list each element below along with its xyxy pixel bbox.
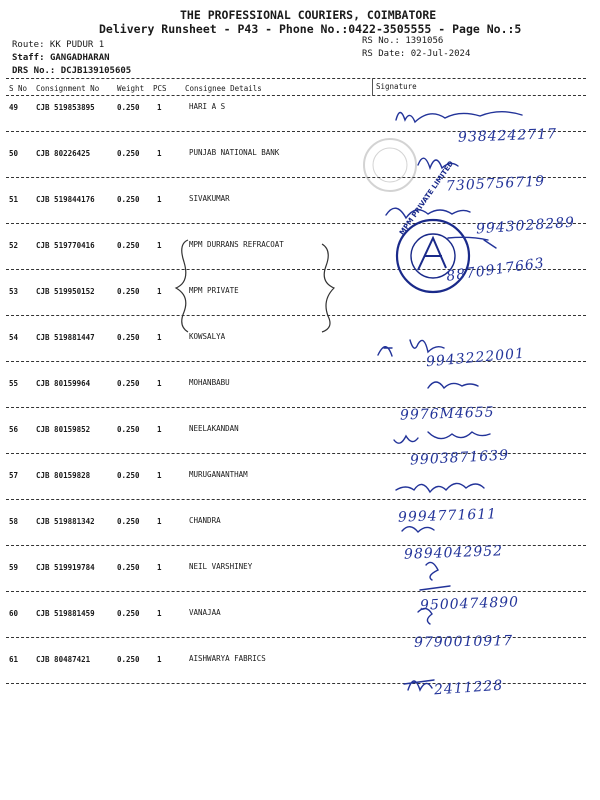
- cell-consignee: KOWSALYA: [189, 332, 226, 341]
- cell-sno: 61: [9, 655, 19, 664]
- handwritten-phone: 9994771611: [397, 506, 498, 526]
- cell-sno: 50: [9, 149, 19, 158]
- cell-consignment: CJB 80226425: [36, 149, 91, 158]
- cell-consignment: CJB 519919784: [36, 563, 95, 572]
- signature-51: [386, 208, 470, 218]
- cell-pcs: 1: [157, 609, 162, 618]
- cell-weight: 0.250: [117, 517, 140, 526]
- cell-sno: 51: [9, 195, 19, 204]
- cell-sno: 58: [9, 517, 19, 526]
- cell-weight: 0.250: [117, 425, 140, 434]
- cell-pcs: 1: [157, 655, 162, 664]
- cell-weight: 0.250: [117, 103, 140, 112]
- handwritten-phone: 9790010917: [413, 633, 514, 651]
- right-brace: [322, 244, 334, 332]
- left-brace: [176, 240, 188, 332]
- cell-pcs: 1: [157, 517, 162, 526]
- runsheet-title: Delivery Runsheet - P43 - Phone No.:0422-3505555 - Page No.:5: [99, 22, 522, 36]
- cell-sno: 59: [9, 563, 19, 572]
- cell-weight: 0.250: [117, 149, 140, 158]
- signature-59: [420, 562, 450, 590]
- handwritten-phone: 9500474890: [419, 594, 520, 614]
- col-header-signature: Signature: [376, 82, 417, 91]
- cell-consignment: CJB 519853895: [36, 103, 95, 112]
- cell-weight: 0.250: [117, 609, 140, 618]
- signature-61: [404, 680, 434, 690]
- col-header-pcs: PCS: [153, 84, 167, 93]
- cell-consignment: CJB 519881447: [36, 333, 95, 342]
- handwritten-phone: 9943222001: [425, 345, 526, 371]
- cell-consignee: SIVAKUMAR: [189, 194, 230, 203]
- handwritten-phone: 9894042952: [403, 543, 504, 563]
- cell-pcs: 1: [157, 287, 162, 296]
- staff-label: Staff:: [12, 53, 45, 63]
- cell-weight: 0.250: [117, 471, 140, 480]
- cell-consignee: MPM PRIVATE: [189, 286, 239, 295]
- cell-consignee: CHANDRA: [189, 516, 221, 525]
- cell-sno: 52: [9, 241, 19, 250]
- cell-pcs: 1: [157, 379, 162, 388]
- signature-58: [402, 527, 434, 532]
- cell-consignee: MOHANBABU: [189, 378, 230, 387]
- cell-consignment: CJB 519881342: [36, 517, 95, 526]
- cell-consignment: CJB 80487421: [36, 655, 91, 664]
- handwritten-phone: 9384242717: [457, 126, 558, 146]
- cell-sno: 53: [9, 287, 19, 296]
- col-header-weight: Weight: [117, 84, 145, 93]
- signature-55: [428, 382, 478, 388]
- cell-consignment: CJB 519844176: [36, 195, 95, 204]
- cell-pcs: 1: [157, 563, 162, 572]
- handwritten-phone: 2411228: [433, 677, 504, 699]
- cell-pcs: 1: [157, 103, 162, 112]
- handwritten-phone: 8870917663: [445, 255, 546, 285]
- cell-consignment: CJB 519881459: [36, 609, 95, 618]
- handwritten-phone: 9943028289: [475, 214, 576, 238]
- handwritten-phone: 9903871639: [409, 447, 510, 469]
- cell-weight: 0.250: [117, 287, 140, 296]
- cell-pcs: 1: [157, 471, 162, 480]
- cell-sno: 55: [9, 379, 19, 388]
- cell-sno: 54: [9, 333, 19, 342]
- faint-stamp: [364, 139, 416, 191]
- cell-consignee: HARI A S: [189, 102, 226, 111]
- signature-57: [396, 483, 484, 492]
- cell-sno: 56: [9, 425, 19, 434]
- col-header-sno: S No: [9, 84, 28, 93]
- cell-weight: 0.250: [117, 241, 140, 250]
- route-text: Route: KK PUDUR 1: [12, 40, 105, 50]
- cell-consignee: PUNJAB NATIONAL BANK: [189, 148, 280, 157]
- col-header-consignee: Consignee Details: [185, 84, 262, 93]
- cell-weight: 0.250: [117, 195, 140, 204]
- signature-49: [396, 112, 522, 122]
- cell-sno: 60: [9, 609, 19, 618]
- staff-name: GANGADHARAN: [49, 53, 110, 63]
- handwritten-phone: 9976M4655: [399, 404, 495, 424]
- cell-consignee: AISHWARYA FABRICS: [189, 654, 266, 663]
- cell-weight: 0.250: [117, 379, 140, 388]
- cell-consignee: NEIL VARSHINEY: [189, 562, 253, 571]
- cell-consignee: MPM DURRANS REFRACOAT: [189, 240, 284, 249]
- handwritten-phone: 7305756719: [445, 173, 546, 195]
- cell-consignee: MURUGANANTHAM: [189, 470, 248, 479]
- cell-weight: 0.250: [117, 563, 140, 572]
- cell-weight: 0.250: [117, 333, 140, 342]
- cell-consignment: CJB 519770416: [36, 241, 95, 250]
- cell-consignment: CJB 519950152: [36, 287, 95, 296]
- rs-number: RS No.: 1391056: [362, 36, 444, 46]
- cell-pcs: 1: [157, 241, 162, 250]
- signature-56: [394, 432, 490, 443]
- cell-sno: 49: [9, 103, 19, 112]
- cell-consignment: CJB 80159964: [36, 379, 91, 388]
- cell-pcs: 1: [157, 425, 162, 434]
- company-title: THE PROFESSIONAL COURIERS, COIMBATORE: [180, 8, 437, 22]
- cell-consignment: CJB 80159828: [36, 471, 91, 480]
- cell-consignee: VANAJAA: [189, 608, 221, 617]
- cell-weight: 0.250: [117, 655, 140, 664]
- cell-sno: 57: [9, 471, 19, 480]
- cell-pcs: 1: [157, 333, 162, 342]
- cell-pcs: 1: [157, 195, 162, 204]
- col-header-consignment: Consignment No: [36, 84, 100, 93]
- rs-date: RS Date: 02-Jul-2024: [362, 49, 471, 59]
- cell-consignee: NEELAKANDAN: [189, 424, 239, 433]
- cell-pcs: 1: [157, 149, 162, 158]
- seal-text: MPM PRIVATE LIMITED: [398, 159, 456, 237]
- drs-number: DRS No.: DCJB139105605: [12, 66, 132, 76]
- cell-consignment: CJB 80159852: [36, 425, 91, 434]
- stroke-52: [448, 237, 496, 248]
